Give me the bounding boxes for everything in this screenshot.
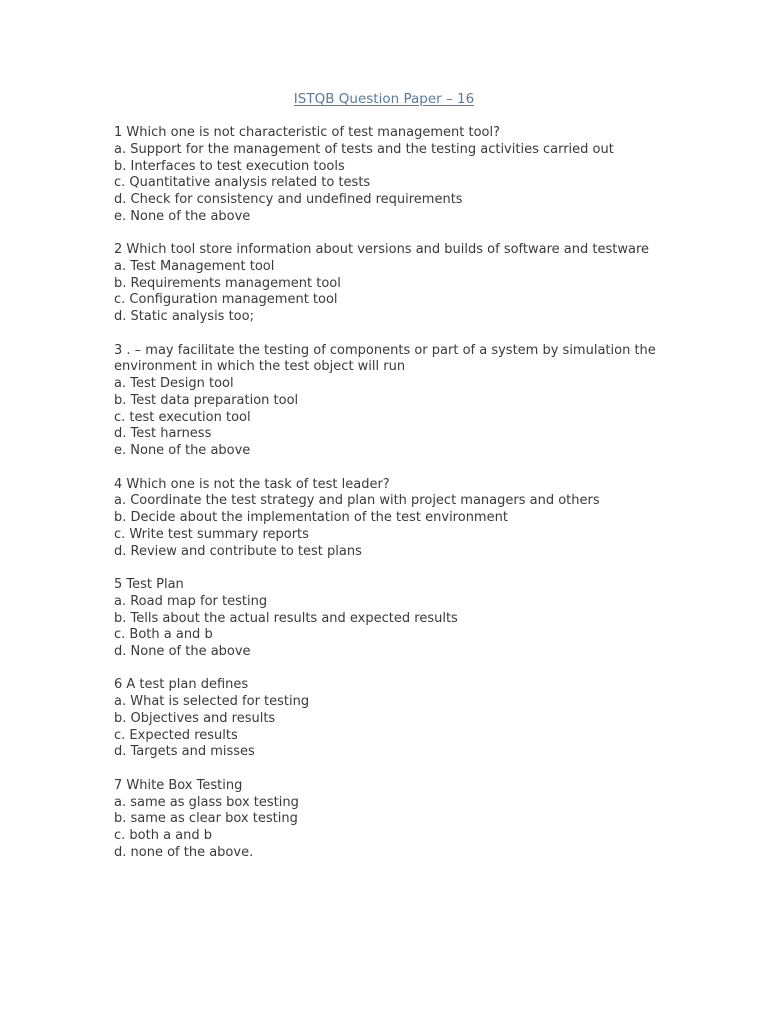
question-prompt: 3 . – may facilitate the testing of components or part of a system by simulation the environment in which the test object will run [114, 342, 656, 375]
answer-option: d. Static analysis too; [114, 309, 254, 325]
question-1 [114, 125, 674, 226]
question-7 [114, 778, 674, 862]
question-prompt: 4 Which one is not the task of test leader? [114, 476, 390, 492]
answer-option: c. test execution tool [114, 409, 251, 425]
answer-option: c. Expected results [114, 727, 238, 743]
answer-option: c. Quantitative analysis related to tests [114, 175, 371, 191]
answer-option: d. none of the above. [114, 844, 254, 860]
answer-option: a. same as glass box testing [114, 794, 299, 810]
answer-option: d. Targets and misses [114, 744, 255, 760]
question-4 [114, 477, 674, 561]
answer-option: c. Configuration management tool [114, 292, 338, 308]
answer-option: c. Both a and b [114, 627, 213, 643]
answer-option: c. both a and b [114, 828, 213, 844]
answer-option: d. Test harness [114, 426, 212, 442]
question-prompt: 5 Test Plan [114, 577, 184, 592]
answer-option: d. Check for consistency and undefined requirements [114, 192, 463, 207]
question-5 [114, 577, 674, 661]
answer-option: e. None of the above [114, 443, 251, 459]
answer-option: b. Decide about the implementation of the test environment [114, 510, 508, 526]
answer-option: a. What is selected for testing [114, 694, 310, 710]
answer-option: b. Tells about the actual results and expected results [114, 610, 458, 626]
question-3 [114, 343, 674, 460]
question-list [114, 125, 674, 878]
answer-option: a. Support for the management of tests and the testing activities carried out [114, 141, 614, 157]
answer-option: a. Test Management tool [114, 258, 275, 274]
question-prompt: 6 A test plan defines [114, 677, 249, 693]
answer-option: b. Interfaces to test execution tools [114, 158, 345, 174]
answer-option: b. Objectives and results [114, 710, 276, 726]
answer-option: b. same as clear box testing [114, 811, 298, 827]
question-prompt: 2 Which tool store information about versions and builds of software and testware [114, 242, 650, 258]
question-prompt: 1 Which one is not characteristic of test management tool? [114, 125, 501, 140]
question-prompt: 7 White Box Testing [114, 777, 243, 793]
answer-option: d. None of the above [114, 644, 251, 659]
page-title: ISTQB Question Paper – 16 [293, 91, 475, 107]
answer-option: d. Review and contribute to test plans [114, 543, 362, 559]
answer-option: a. Road map for testing [114, 593, 268, 609]
answer-option: b. Requirements management tool [114, 275, 341, 291]
answer-option: c. Write test summary reports [114, 526, 309, 542]
answer-option: a. Coordinate the test strategy and plan with project managers and others [114, 493, 600, 509]
answer-option: a. Test Design tool [114, 376, 234, 392]
answer-option: b. Test data preparation tool [114, 392, 299, 408]
question-2 [114, 242, 674, 326]
question-6 [114, 677, 674, 761]
answer-option: e. None of the above [114, 208, 251, 224]
